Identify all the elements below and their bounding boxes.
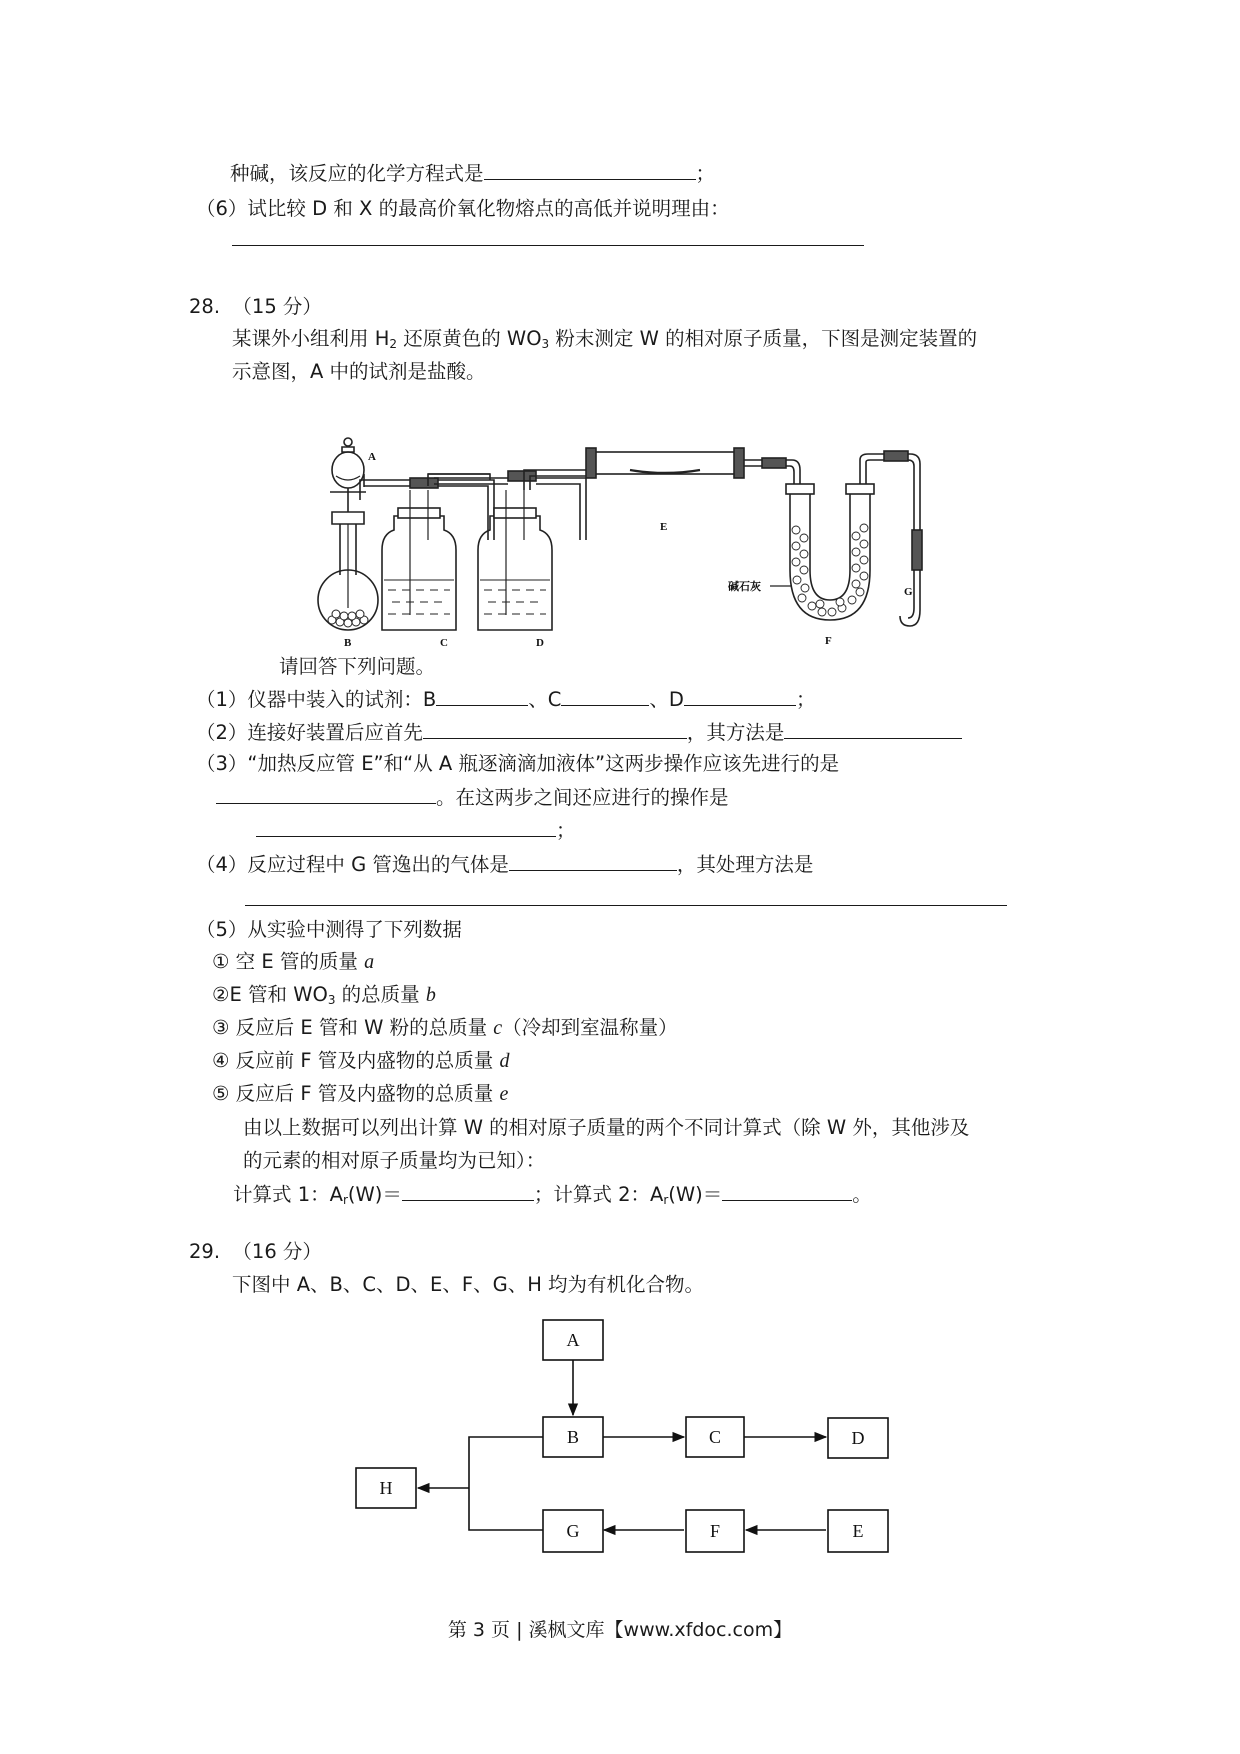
subscript: r [663,1193,669,1207]
label-a: A [368,451,376,463]
node-g [543,1510,603,1552]
text: ⑤ 反应后 F 管及内盛物的总质量 [212,1082,500,1105]
text: 粉末测定 W 的相对原子质量，下图是测定装置的 [549,327,978,350]
text: ① 空 E 管的质量 [212,950,365,973]
text: （冷却到室温称量） [502,1016,678,1039]
punct: ； [556,819,576,842]
punct: ； [795,688,816,711]
prev-line-1-text: 种碱，该反应的化学方程式是 [230,162,484,185]
calc-text-2: 的元素的相对原子质量均为已知）： [243,1149,546,1172]
text: 、C [528,688,562,711]
node-f-label: F [709,1521,721,1541]
node-f [686,1510,744,1552]
text: (W)＝ [347,1183,402,1206]
node-h-label: H [379,1478,393,1498]
subscript: 3 [541,337,550,351]
question-score: （16 分） [232,1240,322,1263]
node-c-label: C [708,1427,722,1447]
node-e-label: E [852,1521,864,1541]
label-g: G [904,586,913,598]
text: 某课外小组利用 H [232,327,390,350]
node-e [828,1510,888,1552]
text: （1）仪器中装入的试剂：B [196,688,437,711]
label-f: F [825,635,832,647]
node-a-label: A [566,1330,580,1350]
question-number: 29. [189,1240,221,1263]
punct: ； [695,162,716,185]
label-soda-lime: 碱石灰 [728,580,761,593]
q28-prompt: 请回答下列问题。 [279,655,436,678]
prev-question-6: （6）试比较 D 和 X 的最高价氧化物熔点的高低并说明理由： [196,197,730,220]
text: (W)＝ [668,1183,723,1206]
punct: 。 [852,1183,872,1206]
subscript: r [342,1193,348,1207]
label-d: D [536,637,544,649]
node-h [356,1468,416,1508]
text: 还原黄色的 WO [397,327,542,350]
node-d-label: D [851,1428,865,1448]
q28-intro-line-2: 示意图，A 中的试剂是盐酸。 [232,360,486,383]
variable: c [493,1017,503,1039]
text: ②E 管和 WO [212,983,328,1006]
text: 的总质量 [335,983,426,1006]
calc-text-1: 由以上数据可以列出计算 W 的相对原子质量的两个不同计算式（除 W 外，其他涉及 [243,1116,970,1139]
q28-sub-3: （3）“加热反应管 E”和“从 A 瓶逐滴滴加液体”这两步操作应该先进行的是 [196,752,840,775]
node-g-label: G [566,1521,580,1541]
subscript: 3 [327,993,336,1007]
node-c [686,1417,744,1457]
text: ，其处理方法是 [676,853,814,876]
q29-intro: 下图中 A、B、C、D、E、F、G、H 均为有机化合物。 [232,1273,705,1296]
text: ；计算式 2：A [533,1183,664,1206]
node-b-label: B [566,1427,580,1447]
question-score: （15 分） [232,295,322,318]
text: （2）连接好装置后应首先 [196,721,423,744]
node-b [543,1417,603,1457]
q28-sub-5: （5）从实验中测得了下列数据 [196,918,462,941]
node-a [543,1320,603,1360]
text: ③ 反应后 E 管和 W 粉的总质量 [212,1016,494,1039]
variable: d [499,1050,510,1072]
text: 计算式 1：A [233,1183,343,1206]
variable: b [425,984,436,1006]
label-c: C [440,637,448,649]
node-d [828,1418,888,1458]
subscript: 2 [389,337,398,351]
variable: e [499,1083,509,1105]
label-b: B [344,637,352,649]
connector-b-g [469,1437,543,1530]
text: （4）反应过程中 G 管逸出的气体是 [196,853,509,876]
text: 。在这两步之间还应进行的操作是 [436,786,729,809]
text: ④ 反应前 F 管及内盛物的总质量 [212,1049,500,1072]
variable: a [364,951,375,973]
label-e: E [660,521,668,533]
question-number: 28. [189,295,221,318]
page-footer: 第 3 页 | 溪枫文库【www.xfdoc.com】 [447,1619,793,1641]
text: ，其方法是 [686,721,785,744]
text: 、D [649,688,684,711]
